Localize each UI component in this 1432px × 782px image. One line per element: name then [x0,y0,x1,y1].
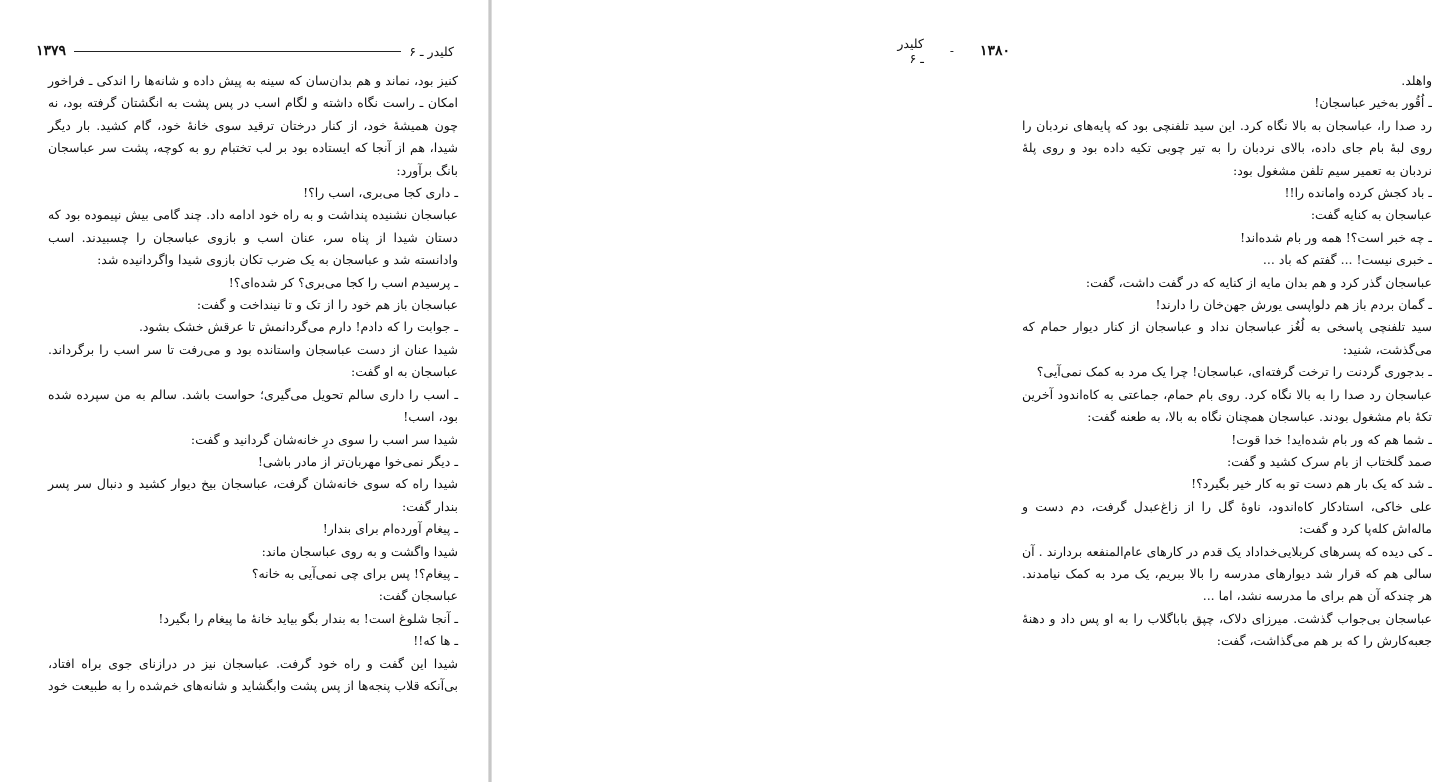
paragraph: رد صدا را، عباسجان به بالا نگاه کرد. این سید تلفنچی بود که پایه‌های نردبان را روی لبهٔ بام جای داده، بالای نردبان را به تیر چوبی تکیه داده بود و روی پلهٔ نردبان به تعمیر سیم تلفن مشغول بود: [1022,117,1432,178]
dialogue-line: ـ آنجا شلوغ است! به بندار بگو بیاید خانهٔ ما پیغام را بگیرد! [158,610,458,626]
paragraph: عباسجان نشنیده پنداشت و به راه خود ادامه داد. چند گامی بیش نپیموده بود که دستان شیدا از پناه سر، عنان اسب و بازوی عباسجان را چسبیدند. اسب وادانسته شد و عباسجان به یک ضرب تکان بازوی شیدا واگردانیده شد: [48,207,458,268]
dialogue-line: ـ شد که یک بار هم دست تو به کار خیر بگیرد؟! [1191,476,1432,492]
paragraph: کنیز بود، نماند و هم بدان‌سان که سینه به پیش داده و شانه‌ها را اندکی ـ فراخور امکان ـ راست نگاه داشته و لگام اسب در پس پشت به انگشتان گرفته بود، نه چون همیشهٔ خود، از کنار درختان ترقید سوی خانهٔ خود، گام کشید. بار دیگر شیدا، هم از آنجا که ایستاده بود بر لب تختبام رو به کوچه، پشت سر عباسجان بانگ برآورد: [48,73,458,178]
running-head: کلیدر ـ ۶ [897,36,924,66]
paragraph: واهلد. [1401,73,1432,88]
dialogue-line: ـ جوابت را که دادم! دارم می‌گردانمش تا عرقش خشک بشود. [138,319,458,335]
dialogue-line: ـ باد کجش کرده وامانده را!! [1284,185,1432,201]
dialogue-line: ـ پرسیدم اسب را کجا می‌بری؟ کر شده‌ای؟! [228,274,458,290]
dialogue-line: ـ داری کجا می‌بری، اسب را؟! [303,185,458,201]
left-page [0,0,490,782]
paragraph: عباسجان به کنایه گفت: [1310,207,1432,223]
page-number: ۱۳۸۰ [979,43,1010,59]
paragraph: عباسجان باز هم خود را از تک و تا نینداخت و گفت: [196,297,458,313]
page-number: ۱۳۷۹ [36,43,67,59]
right-page [490,0,1432,782]
paragraph: عباسجان بی‌جواب گذشت. میرزای دلاک، چپق باباگلاب را به او پس داد و دهنهٔ جعبه‌کارش را که بر هم می‌گذاشت، گفت: [1022,610,1432,649]
paragraph: شیدا این گفت و راه خود گرفت. عباسجان نیز در درازنای جوی براه افتاد، بی‌آنکه قلاب پنجه‌ها از پس پشت وابگشاید و شانه‌های خم‌شده را به طبیعت خود [47,655,458,693]
paragraph: عباسجان گذر کرد و هم بدان مایه از کنایه که در گفت داشت، گفت: [1085,274,1432,290]
dialogue-line: ـ دیگر نمی‌خوا مهربان‌تر از مادر باشی! [257,453,458,469]
paragraph: صمد گلختاب از بام سرک کشید و گفت: [1226,453,1432,469]
paragraph: عباسجان رد صدا را به بالا نگاه کرد. روی بام حمام، جماعتی به کاه‌اندود آخرین تکهٔ بام مشغول بودند. عباسجان همچنان نگاه به بالا، به طعنه گفت: [1022,386,1432,425]
dialogue-line: ـ پیغام؟! پس برای چی نمی‌آیی به خانه؟ [251,565,458,581]
left-page-header [36,40,454,62]
dialogue-line: ـ پیغام آورده‌ام برای بندار! [322,521,458,537]
dialogue-line: ـ خبری نیست! ... گفتم که باد ... [1262,252,1432,268]
dialogue-line: ـ گمان بردم باز هم دلواپسی یورش جهن‌خان را دارند! [1155,297,1432,313]
left-page-body [48,70,458,697]
dialogue-line: ـ کی دیده که پسرهای کربلایی‌خداداد یک قدم در کارهای عام‌المنفعه بردارند . آن سالی هم که قرار شد دیوارهای مدرسه را بالا ببریم، یک مرد به کمک نیامدند. هر چندکه آن هم برای ما مدرسه نشد، اما ... [1022,543,1432,604]
paragraph: سید تلفنچی پاسخی به لُغُز عباسجان نداد و عباسجان از کنار دیوار حمام که می‌گذشت، شنید: [1022,319,1432,357]
paragraph: شیدا واگشت و به روی عباسجان ماند: [261,543,458,559]
dialogue-line: ـ شما هم که ور بام شده‌اید! خدا قوت! [1231,431,1432,447]
header-dash: - [949,44,954,58]
right-page-body [1022,70,1432,653]
running-head: کلیدر ـ ۶ [409,43,454,59]
paragraph: علی خاکی، استادکار کاه‌اندود، ناوهٔ گل را از زاغ‌عبدل گرفت، دم دست و ماله‌اش کله‌پا کرد و گفت: [1022,498,1432,537]
dialogue-line: ـ اُقُور به‌خیر عباسجان! [1314,95,1432,111]
dialogue-line: ـ بدجوری گردنت را ترخت گرفته‌ای، عباسجان! چرا یک مرد به کمک نمی‌آیی؟ [1036,364,1432,380]
paragraph: شیدا عنان از دست عباسجان واستانده بود و می‌رفت تا سر اسب را برگرداند. عباسجان به او گفت: [48,341,458,380]
paragraph: شیدا سر اسب را سوی درِ خانه‌شان گردانید و گفت: [190,431,458,447]
dialogue-line: ـ اسب را داری سالم تحویل می‌گیری؛ حواست باشد. سالم به من سپرده شده بود، اسب! [48,386,458,425]
paragraph: شیدا راه که سوی خانه‌شان گرفت، عباسجان بیخ دیوار کشید و دنبال سر پسر بندار گفت: [48,476,458,514]
paragraph: عباسجان گفت: [378,588,458,604]
dialogue-line: ـ ها که!! [413,633,458,649]
dialogue-line: ـ چه خبر است؟! همه ور بام شده‌اند! [1240,229,1432,245]
header-rule [74,51,401,52]
